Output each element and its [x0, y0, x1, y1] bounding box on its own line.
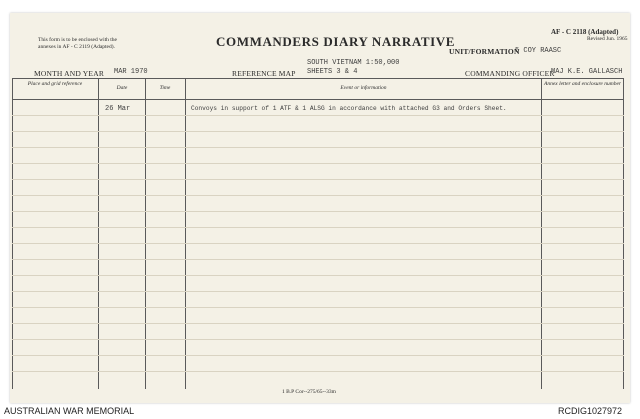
- archive-name: AUSTRALIAN WAR MEMORIAL: [4, 406, 135, 416]
- form-title: COMMANDERS DIARY NARRATIVE: [216, 34, 456, 49]
- archive-footer: [0, 404, 640, 419]
- enclosure-note-line1: This form is to be enclosed with the: [38, 37, 117, 43]
- column-header-place: Place and grid reference: [27, 81, 83, 87]
- archive-id: RCDIG1027972: [558, 406, 623, 416]
- reference-map-value-line2: SHEETS 3 & 4: [307, 68, 358, 76]
- print-code: 1 B.P Cor--275/65--33m: [282, 389, 336, 395]
- unit-formation-value: 5 COY RAASC: [515, 47, 562, 55]
- column-header-time: Time: [159, 85, 171, 91]
- enclosure-note-line2: annexes in AF - C 2119 (Adapted).: [38, 44, 115, 50]
- reference-map-value-line1: SOUTH VIETNAM 1:50,000: [307, 59, 400, 67]
- column-header-annex: Annex letter and enclosure number: [543, 81, 622, 87]
- diary-form-sheet: [10, 13, 630, 403]
- column-header-event: Event or information: [340, 85, 387, 91]
- entry-event: Convoys in support of 1 ATF & 1 ALSG in accordance with attached G3 and Orders Sheet.: [191, 105, 507, 112]
- commanding-officer-label: COMMANDING OFFICER: [465, 69, 555, 78]
- revised-date: Revised Jun. 1965: [587, 36, 628, 42]
- month-year-label: MONTH AND YEAR: [34, 69, 105, 78]
- entry-date: 26 Mar: [105, 105, 131, 113]
- form-code: AF - C 2118 (Adapted): [551, 28, 619, 36]
- commanding-officer-value: MAJ K.E. GALLASCH: [551, 68, 623, 76]
- diary-table: [12, 78, 624, 389]
- reference-map-label: REFERENCE MAP: [232, 69, 296, 78]
- column-header-date: Date: [116, 85, 128, 91]
- unit-formation-label: UNIT/FORMATION: [449, 47, 520, 56]
- month-year-value: MAR 1970: [114, 68, 148, 76]
